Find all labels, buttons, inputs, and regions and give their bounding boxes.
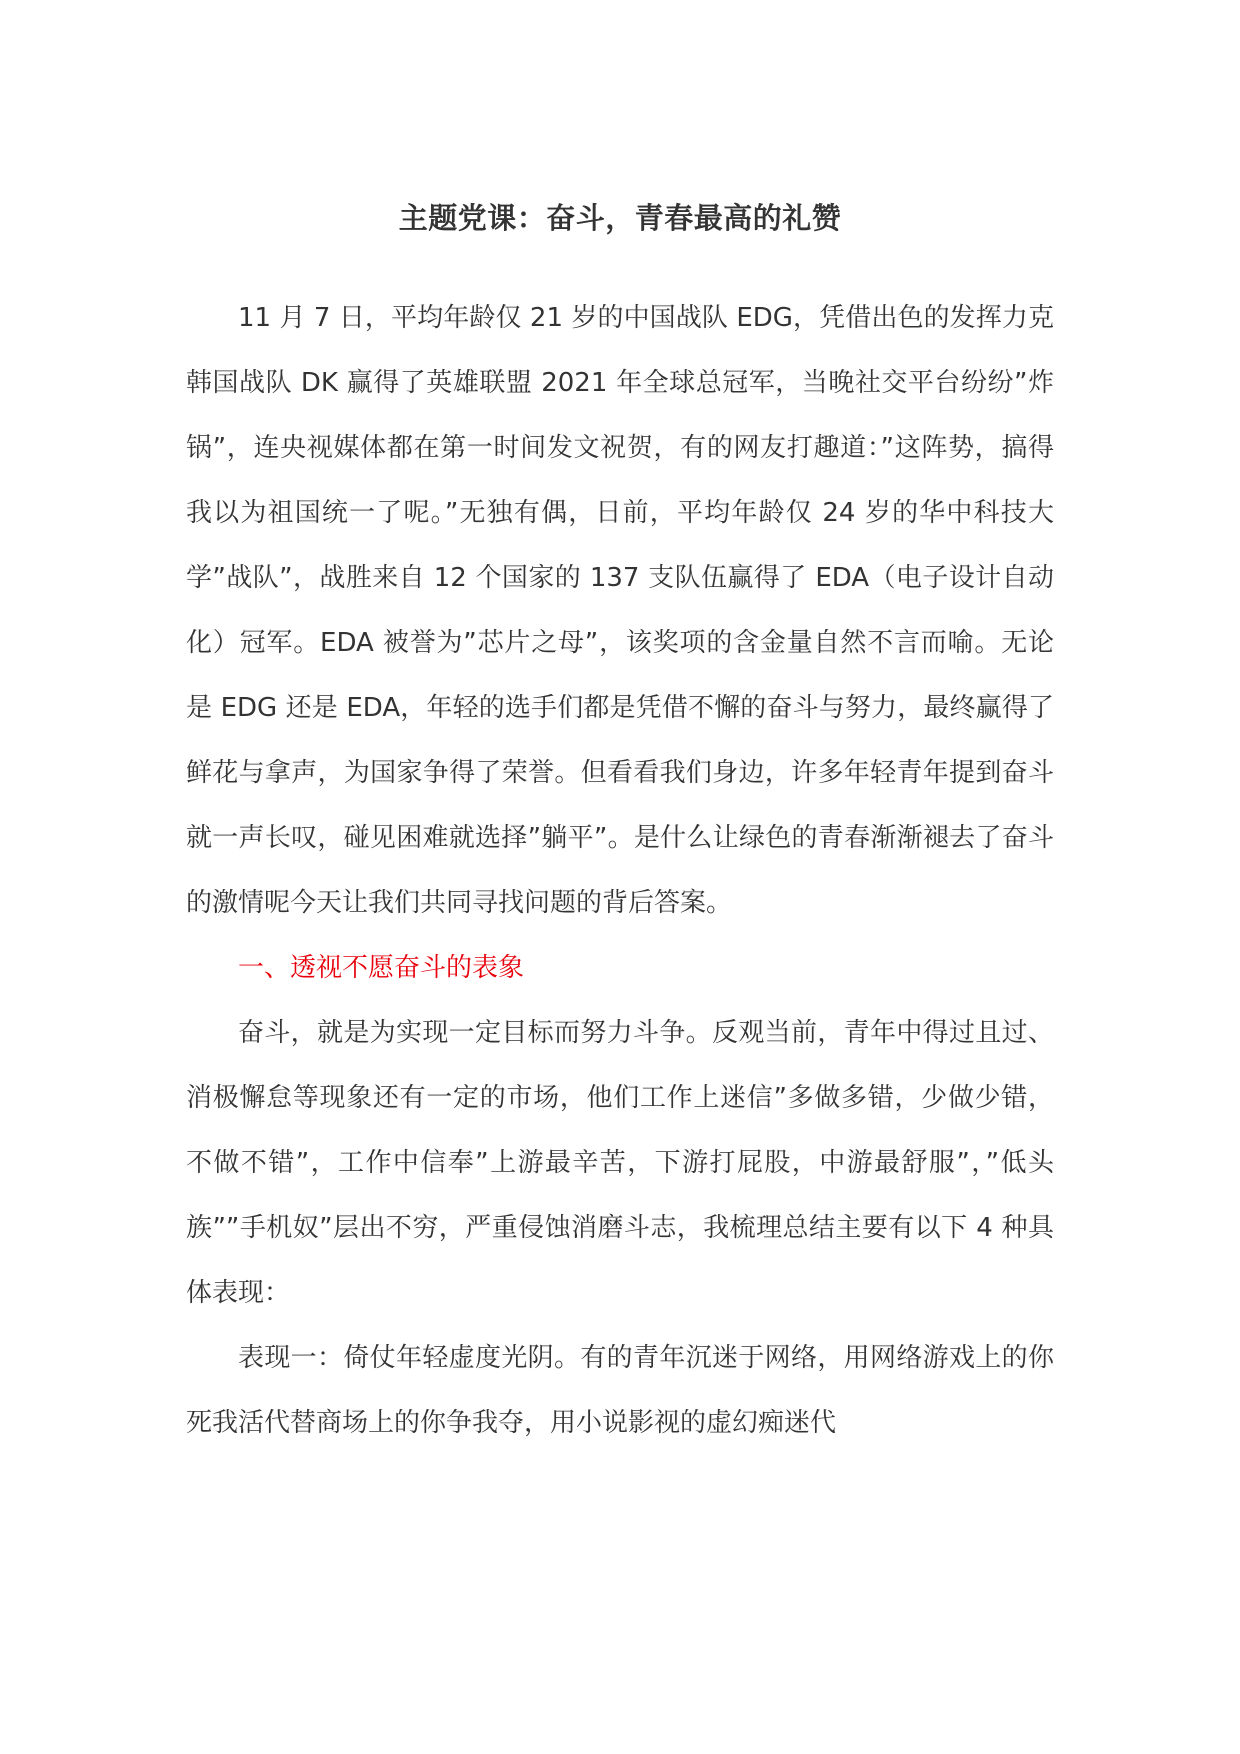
paragraph-definition: 奋斗，就是为实现一定目标而努力斗争。反观当前，青年中得过且过、消极懈怠等现象还有一定的市场，他们工作上迷信”多做多错，少做少错，不做不错”，工作中信奉”上游最辛苦，下游打屁股，中游最舒服”，”低头族””手机奴”层出不穷，严重侵蚀消磨斗志，我梳理总结主要有以下 4 种具体表现：	[186, 1018, 1054, 1308]
paragraph-intro: 11 月 7 日，平均年龄仅 21 岁的中国战队 EDG，凭借出色的发挥力克韩国战队 DK 赢得了英雄联盟 2021 年全球总冠军，当晚社交平台纷纷”炸锅”，连央视媒体都在第一时间发文祝贺，有的网友打趣道：”这阵势，搞得我以为祖国统一了呢。”无独有偶，日前，平均年龄仅 24 岁的华中科技大学”战队”，战胜来自 12 个国家的 137 支队伍赢得了 EDA（电子设计自动化）冠军。EDA 被誉为”芯片之母”，该奖项的含金量自然不言而喻。无论是 EDG 还是 EDA，年轻的选手们都是凭借不懈的奋斗与努力，最终赢得了鲜花与拿声，为国家争得了荣誉。但看看我们身边，许多年轻青年提到奋斗就一声长叹，碰见困难就选择”躺平”。是什么让绿色的青春渐渐褪去了奋斗的激情呢今天让我们共同寻找问题的背后答案。	[186, 303, 1054, 918]
section-heading: 一、透视不愿奋斗的表象	[238, 953, 525, 983]
document-title: 主题党课：奋斗，青春最高的礼赞	[398, 201, 842, 235]
document-body	[186, 286, 1054, 1456]
paragraph-manifestation-one: 表现一：倚仗年轻虚度光阴。有的青年沉迷于网络，用网络游戏上的你死我活代替商场上的你争我夺，用小说影视的虚幻痴迷代	[186, 1343, 1054, 1438]
